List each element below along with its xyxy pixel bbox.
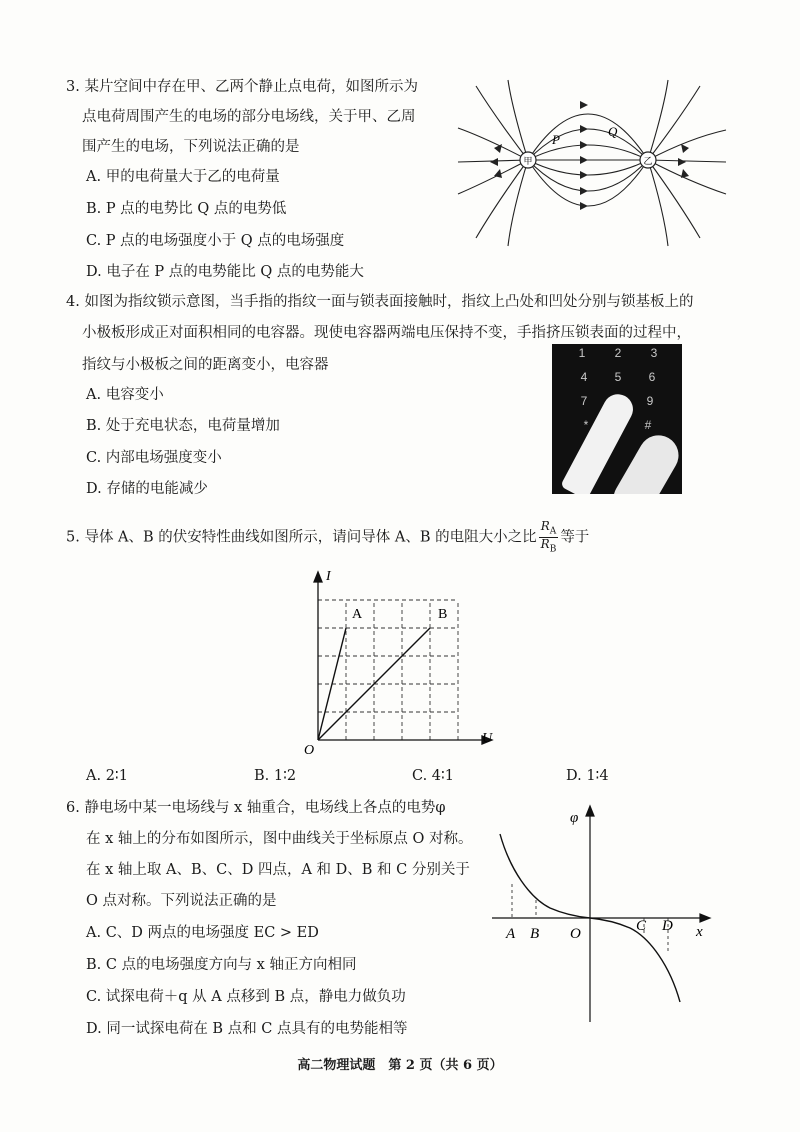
fingerprint-lock-photo bbox=[552, 344, 682, 494]
q5-option-b: B. 1∶2 bbox=[254, 768, 297, 784]
keypad-key-6: 6 bbox=[648, 370, 656, 384]
keypad-key-7: 7 bbox=[580, 394, 588, 408]
keypad-key-2: 2 bbox=[614, 346, 622, 360]
q4-option-a: A. 电容变小 bbox=[86, 387, 164, 403]
q5-stem bbox=[66, 520, 589, 555]
point-b-label: B bbox=[530, 926, 540, 942]
potential-graph bbox=[490, 800, 714, 1030]
keypad-key-hash: # bbox=[644, 418, 652, 432]
keypad-key-4: 4 bbox=[580, 370, 588, 384]
q6-line-4: O 点对称。下列说法正确的是 bbox=[86, 893, 277, 909]
q5-option-c: C. 4∶1 bbox=[412, 768, 455, 784]
keypad-key-star: * bbox=[583, 418, 589, 432]
x-axis-label: x bbox=[696, 924, 703, 940]
keypad-key-3: 3 bbox=[650, 346, 658, 360]
q3-line-1: 3. 某片空间中存在甲、乙两个静止点电荷，如图所示为 bbox=[66, 79, 418, 95]
q5-text-after: 等于 bbox=[560, 529, 590, 546]
q3-line-2: 点电荷周围产生的电场的部分电场线，关于甲、乙周 bbox=[82, 109, 416, 125]
ratio-denominator: $R_B$ bbox=[540, 536, 557, 555]
q4-option-b: B. 处于充电状态，电荷量增加 bbox=[86, 418, 280, 434]
point-d-label: D bbox=[662, 918, 673, 934]
q4-line-2: 小极板形成正对面积相同的电容器。现使电容器两端电压保持不变，手指挤压锁表面的过程中， bbox=[82, 325, 691, 341]
q3-option-c: C. P 点的电场强度小于 Q 点的电场强度 bbox=[86, 233, 345, 249]
keypad-key-9: 9 bbox=[646, 394, 654, 408]
q4-option-d: D. 存储的电能减少 bbox=[86, 481, 208, 497]
point-p-label: P bbox=[552, 132, 560, 147]
keypad-key-5: 5 bbox=[614, 370, 622, 384]
i-axis-label: I bbox=[326, 569, 331, 584]
q5-option-a: A. 2∶1 bbox=[86, 768, 128, 784]
resistance-ratio bbox=[539, 520, 559, 555]
series-b-label: B bbox=[438, 607, 448, 622]
u-axis-label: U bbox=[482, 731, 493, 746]
q3-option-b: B. P 点的电势比 Q 点的电势低 bbox=[86, 201, 287, 217]
phi-axis-label: φ bbox=[570, 810, 579, 826]
q6-line-3: 在 x 轴上取 A、B、C、D 四点，A 和 D、B 和 C 分别关于 bbox=[86, 862, 470, 878]
page-footer: 高二物理试题 第 2 页（共 6 页） bbox=[297, 1058, 503, 1073]
right-charge-label: 乙 bbox=[643, 156, 653, 166]
iv-characteristic-chart bbox=[300, 566, 500, 756]
series-a-label: A bbox=[352, 607, 363, 622]
x-axis-arrow bbox=[700, 914, 710, 922]
point-a-label: A bbox=[506, 926, 516, 942]
i-axis-arrow bbox=[314, 572, 322, 582]
point-q-label: Q bbox=[608, 124, 618, 139]
q5-text-before: 5. 导体 A、B 的伏安特性曲线如图所示，请问导体 A、B 的电阻大小之比 bbox=[66, 529, 537, 546]
q6-option-b: B. C 点的电场强度方向与 x 轴正方向相同 bbox=[86, 957, 357, 973]
q4-option-c: C. 内部电场强度变小 bbox=[86, 450, 222, 466]
q6-line-2: 在 x 轴上的分布如图所示，图中曲线关于坐标原点 O 对称。 bbox=[86, 831, 473, 847]
q3-option-a: A. 甲的电荷量大于乙的电荷量 bbox=[86, 169, 280, 185]
q6-option-c: C. 试探电荷＋q 从 A 点移到 B 点，静电力做负功 bbox=[86, 989, 406, 1005]
point-c-label: C bbox=[636, 918, 647, 934]
origin-label: O bbox=[304, 743, 315, 756]
ratio-numerator: $R_A$ bbox=[539, 520, 559, 538]
field-lines-diagram bbox=[456, 78, 728, 248]
q3-option-d: D. 电子在 P 点的电势能比 Q 点的电势能大 bbox=[86, 264, 364, 280]
q6-line-1: 6. 静电场中某一电场线与 x 轴重合，电场线上各点的电势φ bbox=[66, 800, 446, 816]
q6-option-d: D. 同一试探电荷在 B 点和 C 点具有的电势能相等 bbox=[86, 1021, 408, 1037]
phi-axis-arrow bbox=[586, 806, 594, 816]
origin-o-label: O bbox=[570, 926, 581, 942]
q5-option-d: D. 1∶4 bbox=[566, 768, 609, 784]
q4-line-3: 指纹与小极板之间的距离变小，电容器 bbox=[82, 357, 329, 373]
q6-option-a: A. C、D 两点的电场强度 EC > ED bbox=[86, 925, 319, 941]
q4-line-1: 4. 如图为指纹锁示意图，当手指的指纹一面与锁表面接触时，指纹上凸处和凹处分别与锁基板上的 bbox=[66, 294, 694, 310]
left-charge-label: 甲 bbox=[523, 156, 533, 166]
keypad-key-1: 1 bbox=[578, 346, 586, 360]
q3-line-3: 围产生的电场，下列说法正确的是 bbox=[82, 139, 300, 155]
